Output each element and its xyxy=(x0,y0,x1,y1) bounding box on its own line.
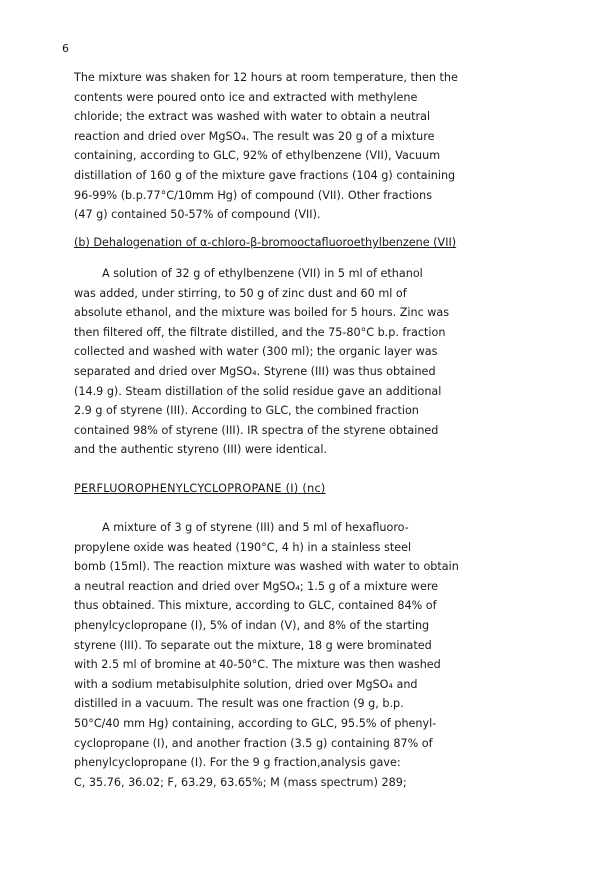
para2-line: and the authentic styreno (III) were identical. xyxy=(74,443,328,457)
para2-line: separated and dried over MgSO₄. Styrene (III) was thus obtained xyxy=(74,364,436,378)
para1-line: reaction and dried over MgSO₄. The result was 20 g of a mixture xyxy=(74,129,435,143)
paragraph-3 xyxy=(74,518,534,792)
para3-line: with 2.5 ml of bromine at 40-50°C. The mixture was then washed xyxy=(74,658,441,672)
section-title: PERFLUOROPHENYLCYCLOPROPANE (I) (nc) xyxy=(74,482,326,495)
para1-line: chloride; the extract was washed with water to obtain a neutral xyxy=(74,110,431,124)
para2-line: 2.9 g of styrene (III). According to GLC, the combined fraction xyxy=(74,404,419,418)
para1-line: 96-99% (b.p.77°C/10mm Hg) of compound (VII). Other fractions xyxy=(74,188,433,202)
para2-line: collected and washed with water (300 ml); the organic layer was xyxy=(74,345,438,359)
para3-line: phenylcyclopropane (I). For the 9 g fraction,analysis gave: xyxy=(74,756,401,770)
para3-line: C, 35.76, 36.02; F, 63.29, 63.65%; M (mass spectrum) 289; xyxy=(74,775,407,789)
para3-line: a neutral reaction and dried over MgSO₄; 1.5 g of a mixture were xyxy=(74,579,439,593)
para3-line: phenylcyclopropane (I), 5% of indan (V), and 8% of the starting xyxy=(74,618,430,632)
para3-line: cyclopropane (I), and another fraction (3.5 g) containing 87% of xyxy=(74,736,433,750)
para1-line: The mixture was shaken for 12 hours at room temperature, then the xyxy=(74,71,458,84)
para3-line: styrene (III). To separate out the mixture, 18 g were brominated xyxy=(74,638,432,652)
paragraph-2 xyxy=(74,264,534,460)
para1-line: (47 g) contained 50-57% of compound (VII). xyxy=(74,208,321,222)
para3-line: A mixture of 3 g of styrene (III) and 5 ml of hexafluoro- xyxy=(102,521,409,534)
para2-line: was added, under stirring, to 50 g of zinc dust and 60 ml of xyxy=(74,286,407,300)
paragraph-1 xyxy=(74,68,534,225)
para1-line: containing, according to GLC, 92% of ethylbenzene (VII), Vacuum xyxy=(74,149,441,163)
para2-line: absolute ethanol, and the mixture was boiled for 5 hours. Zinc was xyxy=(74,306,450,320)
para3-line: thus obtained. This mixture, according to GLC, contained 84% of xyxy=(74,599,437,613)
para3-line: propylene oxide was heated (190°C, 4 h) in a stainless steel xyxy=(74,540,412,554)
para2-line: A solution of 32 g of ethylbenzene (VII) in 5 ml of ethanol xyxy=(102,267,423,280)
para3-line: distilled in a vacuum. The result was one fraction (9 g, b.p. xyxy=(74,697,404,711)
para3-line: with a sodium metabisulphite solution, dried over MgSO₄ and xyxy=(74,677,418,691)
para3-line: 50°C/40 mm Hg) containing, according to GLC, 95.5% of phenyl- xyxy=(74,716,437,730)
para1-line: distillation of 160 g of the mixture gave fractions (104 g) containing xyxy=(74,168,456,182)
para1-line: contents were poured onto ice and extracted with methylene xyxy=(74,90,418,104)
para3-line: bomb (15ml). The reaction mixture was washed with water to obtain xyxy=(74,560,459,574)
para2-line: (14.9 g). Steam distillation of the solid residue gave an additional xyxy=(74,384,442,398)
para2-line: then filtered off, the filtrate distilled, and the 75-80°C b.p. fraction xyxy=(74,325,446,339)
para2-line: contained 98% of styrene (III). IR spectra of the styrene obtained xyxy=(74,423,439,437)
section-heading-b: (b) Dehalogenation of α-chloro-β-bromooctafluoroethylbenzene (VII) xyxy=(74,236,457,249)
page-number: 6 xyxy=(62,42,69,55)
